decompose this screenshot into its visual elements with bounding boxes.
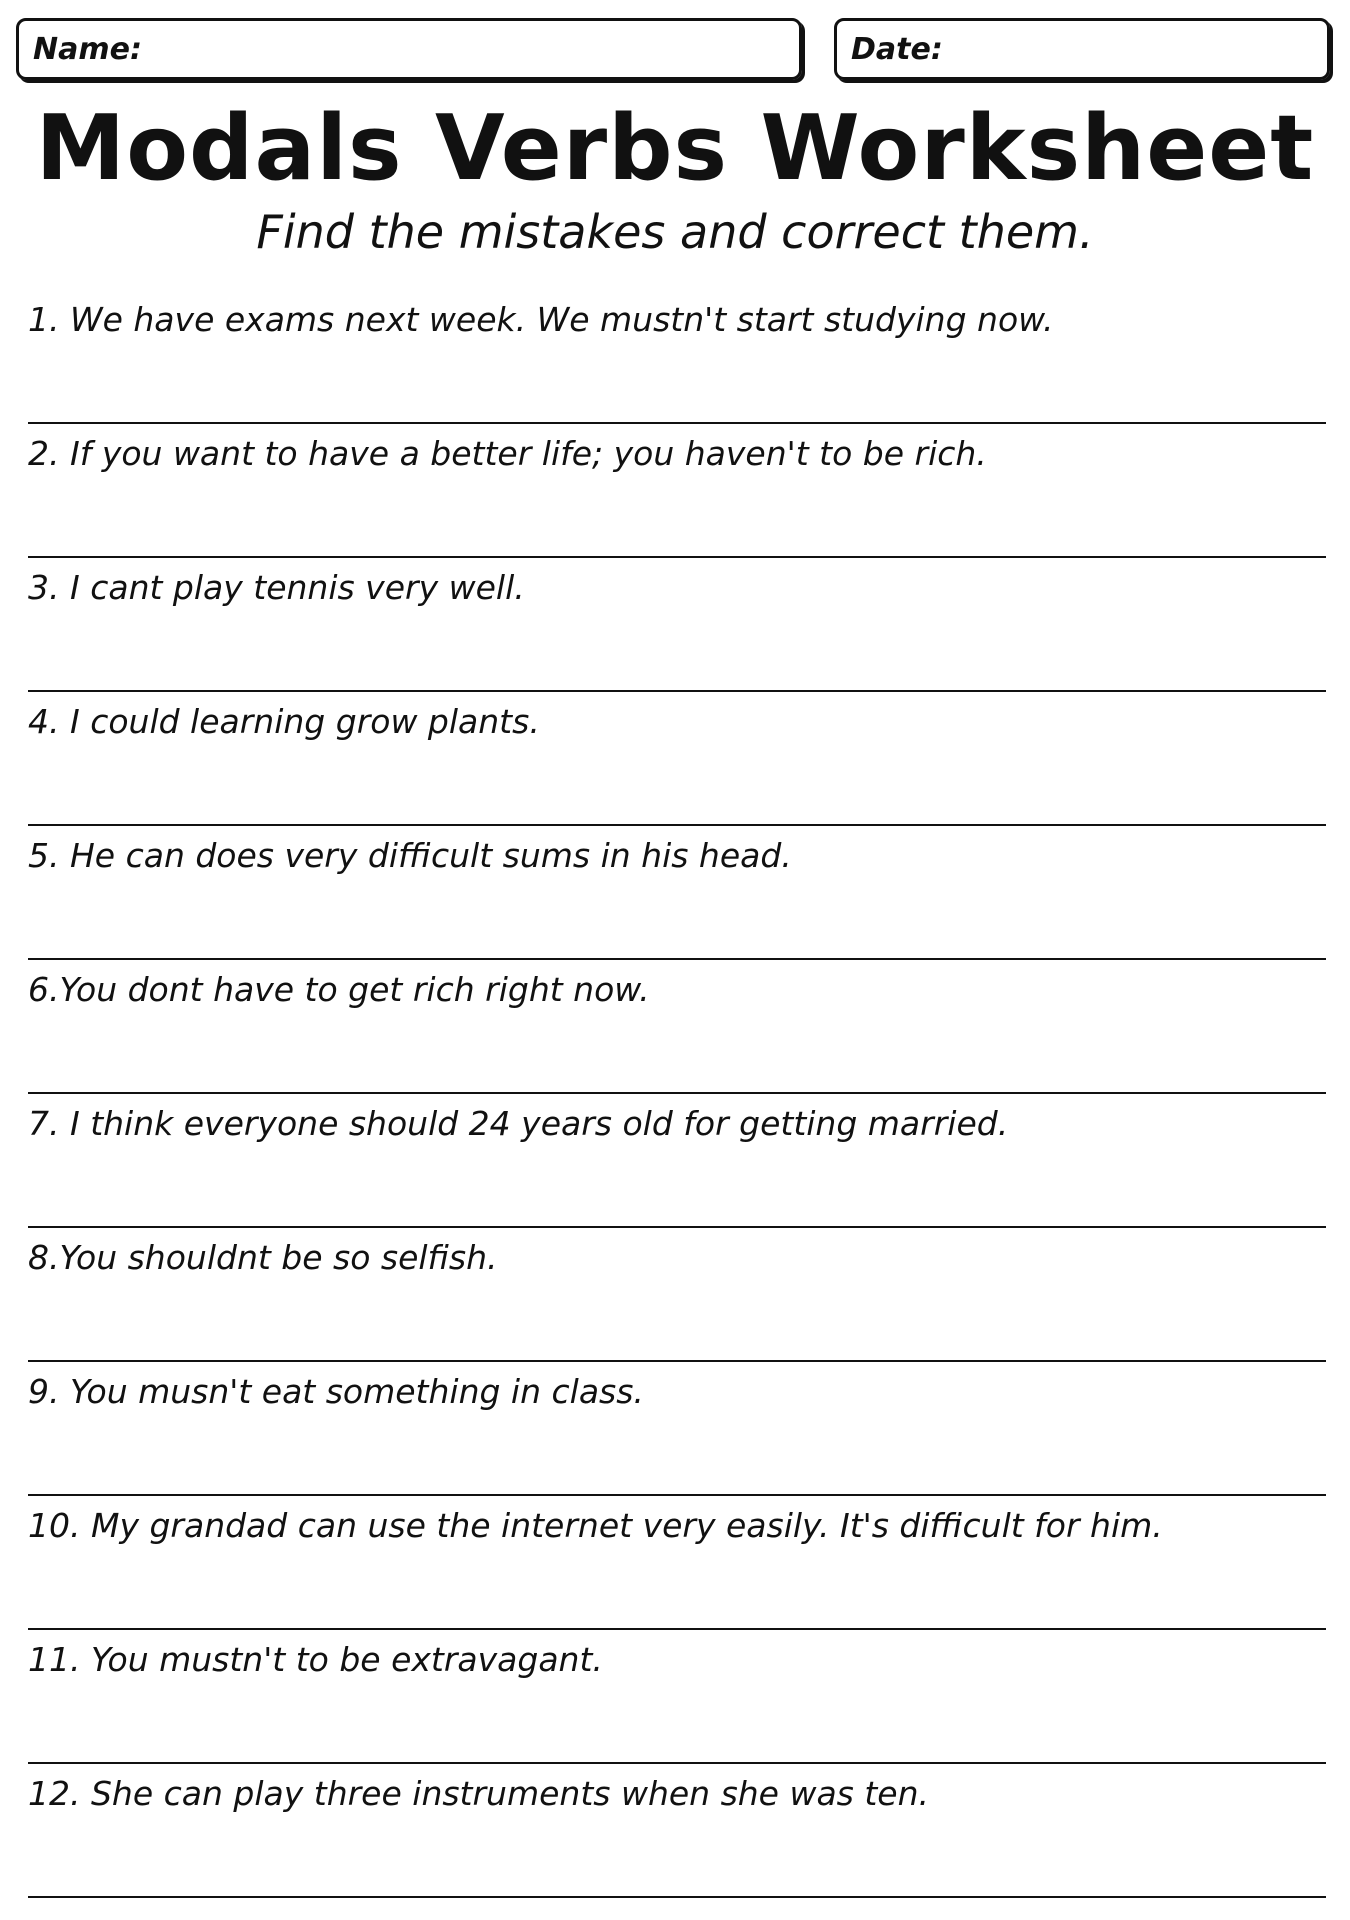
exercise-item [0,558,1350,692]
exercise-sentence: 10. My grandad can use the internet very easily. It's difficult for him. [28,1506,1163,1545]
answer-line[interactable] [28,1896,1326,1898]
exercise-sentence: 3. I cant play tennis very well. [28,568,525,607]
exercise-item [0,960,1350,1094]
exercise-list [0,290,1350,1898]
exercise-sentence: 12. She can play three instruments when she was ten. [28,1774,930,1813]
exercise-item [0,1630,1350,1764]
exercise-sentence: 9. You musn't eat something in class. [28,1372,644,1411]
worksheet-title: Modals Verbs Worksheet [35,96,1315,201]
exercise-sentence: 7. I think everyone should 24 years old for getting married. [28,1104,1009,1143]
exercise-sentence: 4. I could learning grow plants. [28,702,540,741]
exercise-item [0,290,1350,424]
exercise-sentence: 8.You shouldnt be so selfish. [28,1238,498,1277]
exercise-item [0,1094,1350,1228]
exercise-item [0,1496,1350,1630]
exercise-item [0,692,1350,826]
exercise-item [0,1764,1350,1898]
worksheet-instructions: Find the mistakes and correct them. [256,205,1094,259]
name-field[interactable] [16,18,802,80]
exercise-item [0,1228,1350,1362]
exercise-item [0,424,1350,558]
name-label: Name: [33,32,142,67]
exercise-item [0,826,1350,960]
exercise-sentence: 2. If you want to have a better life; you haven't to be rich. [28,434,987,473]
exercise-sentence: 5. He can does very difficult sums in his head. [28,836,792,875]
date-label: Date: [851,32,943,67]
exercise-sentence: 6.You dont have to get rich right now. [28,970,650,1009]
exercise-item [0,1362,1350,1496]
exercise-sentence: 11. You mustn't to be extravagant. [28,1640,603,1679]
exercise-sentence: 1. We have exams next week. We mustn't start studying now. [28,300,1054,339]
date-field[interactable] [834,18,1330,80]
